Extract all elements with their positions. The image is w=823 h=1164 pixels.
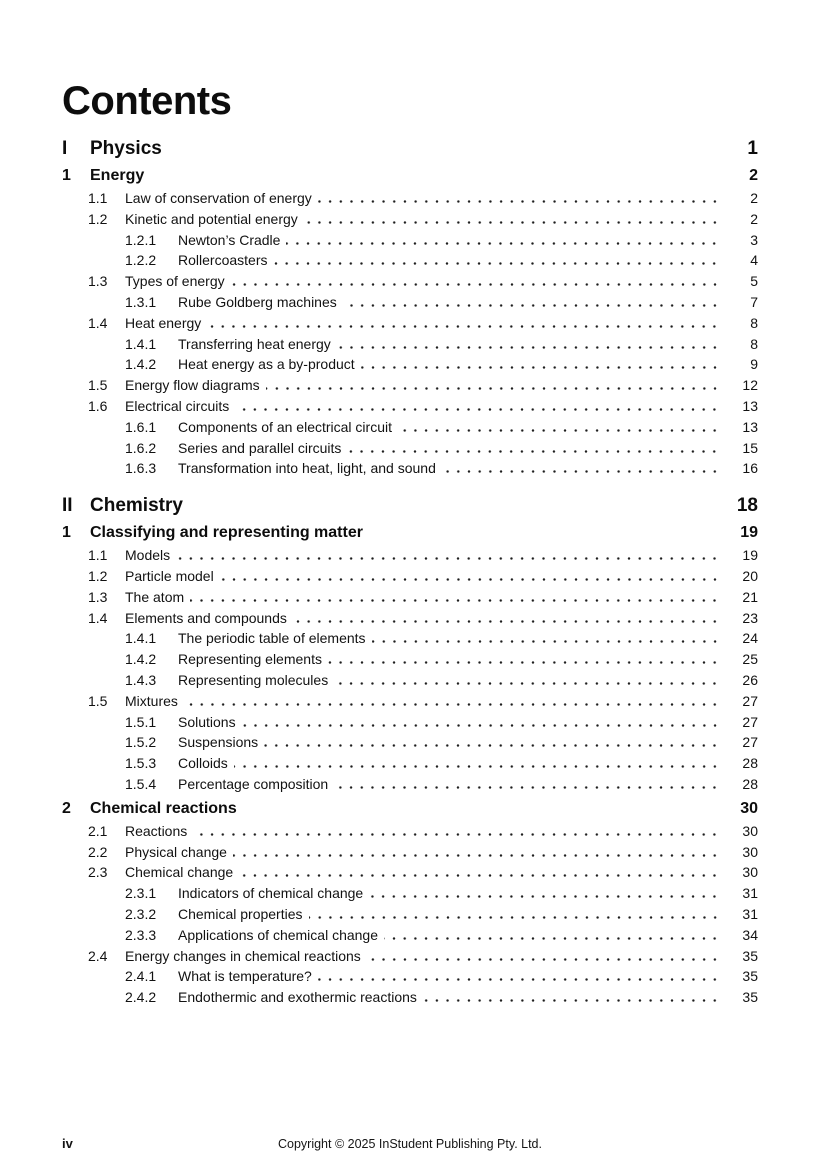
toc-entry bbox=[62, 492, 758, 519]
toc-entry-number: 1.5.2 bbox=[125, 734, 157, 751]
page-content bbox=[0, 80, 823, 1008]
toc-entry-number: 1.4.3 bbox=[125, 671, 157, 688]
toc-entry bbox=[125, 966, 758, 987]
toc-entry-number: 2.3 bbox=[88, 864, 108, 881]
toc-entry-page: 30 bbox=[742, 864, 758, 881]
dot-leader bbox=[337, 346, 720, 349]
toc-entry bbox=[62, 797, 758, 821]
toc-entry bbox=[62, 135, 758, 162]
toc-entry-page: 34 bbox=[742, 926, 758, 943]
toc-entry bbox=[88, 313, 758, 334]
toc-entry-page: 23 bbox=[742, 609, 758, 626]
dot-leader bbox=[328, 661, 720, 664]
toc-entry bbox=[88, 396, 758, 417]
dot-leader bbox=[242, 724, 720, 727]
toc-entry-page: 35 bbox=[742, 947, 758, 964]
dot-leader bbox=[234, 765, 720, 768]
toc-entry bbox=[125, 732, 758, 753]
toc-entry bbox=[125, 925, 758, 946]
dot-leader bbox=[367, 958, 720, 961]
toc-entry-number: 1.2 bbox=[88, 210, 108, 227]
toc-entry-number: 1.4 bbox=[88, 314, 108, 331]
toc-entry-label: Components of an electrical circuit bbox=[178, 418, 392, 435]
table-of-contents bbox=[62, 135, 758, 1008]
toc-entry-number: 1.2 bbox=[88, 567, 108, 584]
toc-entry-label: Series and parallel circuits bbox=[178, 439, 342, 456]
dot-leader bbox=[309, 916, 721, 919]
dot-leader bbox=[318, 978, 720, 981]
toc-entry-label: Chemistry bbox=[90, 495, 183, 517]
toc-entry-label: The periodic table of elements bbox=[178, 630, 366, 647]
toc-entry bbox=[88, 375, 758, 396]
dot-leader bbox=[343, 304, 720, 307]
toc-entry-number: 1.5 bbox=[88, 377, 108, 394]
toc-entry-number: II bbox=[62, 495, 73, 517]
toc-entry-label: Energy changes in chemical reactions bbox=[125, 947, 361, 964]
toc-entry-number: 2.3.1 bbox=[125, 885, 157, 902]
toc-entry-page: 19 bbox=[742, 547, 758, 564]
toc-entry bbox=[88, 691, 758, 712]
toc-entry-number: 1.6.2 bbox=[125, 439, 157, 456]
page-footer bbox=[62, 1136, 758, 1156]
toc-entry-page: 8 bbox=[750, 314, 758, 331]
toc-entry-page: 31 bbox=[742, 885, 758, 902]
toc-entry-label: Energy bbox=[90, 167, 145, 184]
toc-entry-label: Representing molecules bbox=[178, 671, 329, 688]
toc-entry bbox=[88, 842, 758, 863]
toc-entry-page: 3 bbox=[750, 231, 758, 248]
dot-leader bbox=[176, 557, 720, 560]
toc-entry bbox=[88, 862, 758, 883]
toc-entry-page: 4 bbox=[750, 252, 758, 269]
toc-entry-label: Models bbox=[125, 547, 171, 564]
toc-entry-label: Chemical properties bbox=[178, 905, 303, 922]
toc-entry-number: 1.5.4 bbox=[125, 775, 157, 792]
toc-entry-label: Colloids bbox=[178, 755, 228, 772]
toc-entry bbox=[88, 566, 758, 587]
toc-entry-number: 1.2.2 bbox=[125, 252, 157, 269]
dot-leader bbox=[233, 854, 720, 857]
toc-entry-label: Rube Goldberg machines bbox=[178, 293, 337, 310]
toc-entry bbox=[125, 334, 758, 355]
toc-entry-number: 2.4.1 bbox=[125, 968, 157, 985]
toc-entry-label: Heat energy bbox=[125, 314, 202, 331]
toc-entry-number: 1.5 bbox=[88, 692, 108, 709]
toc-entry-number: 1.1 bbox=[88, 190, 108, 206]
dot-leader bbox=[231, 283, 720, 286]
toc-entry bbox=[125, 904, 758, 925]
toc-entry bbox=[88, 821, 758, 842]
toc-entry-page: 30 bbox=[742, 843, 758, 860]
toc-entry-label: Kinetic and potential energy bbox=[125, 210, 298, 227]
toc-entry bbox=[88, 271, 758, 292]
toc-entry-number: 1.2.1 bbox=[125, 231, 157, 248]
toc-entry-page: 7 bbox=[750, 293, 758, 310]
toc-entry-page: 16 bbox=[742, 460, 758, 477]
toc-entry bbox=[88, 608, 758, 629]
toc-entry bbox=[125, 774, 758, 795]
toc-entry-number: 2.3.3 bbox=[125, 926, 157, 943]
dot-leader bbox=[220, 578, 720, 581]
toc-entry-label: Representing elements bbox=[178, 651, 322, 668]
toc-entry-number: 1.1 bbox=[88, 547, 108, 564]
toc-entry-number: 1.3 bbox=[88, 588, 108, 605]
dot-leader bbox=[266, 387, 720, 390]
toc-entry-page: 28 bbox=[742, 775, 758, 792]
toc-entry-number: 1.6.1 bbox=[125, 418, 157, 435]
dot-leader bbox=[334, 682, 720, 685]
toc-entry-number: I bbox=[62, 138, 68, 159]
toc-entry-page: 21 bbox=[742, 588, 758, 605]
toc-entry-label: Electrical circuits bbox=[125, 397, 230, 414]
toc-entry-page: 27 bbox=[742, 713, 758, 730]
toc-entry-number: 1.5.1 bbox=[125, 713, 157, 730]
toc-entry-number: 2.3.2 bbox=[125, 905, 157, 922]
dot-leader bbox=[369, 895, 720, 898]
toc-entry-label: Transferring heat energy bbox=[178, 335, 331, 352]
dot-leader bbox=[235, 408, 720, 411]
toc-entry-page: 30 bbox=[742, 822, 758, 839]
toc-entry-number: 1.3.1 bbox=[125, 293, 157, 310]
toc-entry-number: 1.6 bbox=[88, 397, 108, 414]
toc-entry-page: 20 bbox=[742, 567, 758, 584]
toc-entry-label: Chemical reactions bbox=[90, 799, 237, 817]
toc-entry-label: Solutions bbox=[178, 713, 236, 730]
toc-entry-label: The atom bbox=[125, 588, 185, 605]
toc-entry-number: 1.6.3 bbox=[125, 460, 157, 477]
dot-leader bbox=[286, 242, 720, 245]
toc-entry-page: 27 bbox=[742, 692, 758, 709]
toc-entry-number: 1 bbox=[62, 167, 71, 184]
dot-leader bbox=[184, 703, 720, 706]
toc-entry-number: 2.2 bbox=[88, 843, 108, 860]
toc-entry-page: 35 bbox=[742, 989, 758, 1006]
dot-leader bbox=[193, 833, 720, 836]
toc-entry-number: 1.4.1 bbox=[125, 630, 157, 647]
page-title: Contents bbox=[62, 79, 232, 123]
toc-entry-label: Elements and compounds bbox=[125, 609, 287, 626]
toc-entry bbox=[88, 946, 758, 967]
dot-leader bbox=[304, 221, 720, 224]
toc-entry-label: Classifying and representing matter bbox=[90, 524, 363, 542]
toc-entry-page: 13 bbox=[742, 418, 758, 435]
dot-leader bbox=[423, 999, 720, 1002]
toc-entry-page: 18 bbox=[736, 495, 758, 517]
toc-entry bbox=[88, 587, 758, 608]
dot-leader bbox=[318, 200, 720, 203]
dot-leader bbox=[264, 744, 720, 747]
toc-entry-label: Newton’s Cradle bbox=[178, 231, 281, 248]
toc-entry-number: 1 bbox=[62, 524, 71, 542]
toc-entry-label: Physical change bbox=[125, 843, 227, 860]
toc-entry bbox=[88, 545, 758, 566]
dot-leader bbox=[239, 874, 720, 877]
toc-entry-page: 1 bbox=[747, 138, 758, 159]
toc-entry bbox=[125, 628, 758, 649]
toc-entry-page: 28 bbox=[742, 755, 758, 772]
toc-entry-page: 13 bbox=[742, 397, 758, 414]
dot-leader bbox=[384, 937, 720, 940]
toc-entry-number: 1.4 bbox=[88, 609, 108, 626]
toc-entry-label: Heat energy as a by-product bbox=[178, 356, 355, 373]
toc-entry bbox=[125, 712, 758, 733]
toc-entry bbox=[125, 230, 758, 251]
toc-entry-page: 2 bbox=[750, 190, 758, 206]
page-number-label: iv bbox=[62, 1136, 73, 1151]
dot-leader bbox=[372, 640, 720, 643]
toc-entry bbox=[125, 987, 758, 1008]
toc-entry bbox=[125, 883, 758, 904]
toc-entry-number: 1.5.3 bbox=[125, 755, 157, 772]
toc-entry-page: 2 bbox=[749, 167, 758, 184]
toc-entry-label: Law of conservation of energy bbox=[125, 190, 312, 206]
toc-entry bbox=[125, 292, 758, 313]
toc-entry bbox=[125, 417, 758, 438]
toc-entry-label: Particle model bbox=[125, 567, 214, 584]
toc-entry-page: 31 bbox=[742, 905, 758, 922]
toc-entry-page: 9 bbox=[750, 356, 758, 373]
toc-entry-label: What is temperature? bbox=[178, 968, 312, 985]
toc-entry-number: 1.4.2 bbox=[125, 356, 157, 373]
toc-entry-page: 24 bbox=[742, 630, 758, 647]
toc-entry-label: Percentage composition bbox=[178, 775, 329, 792]
toc-entry-page: 30 bbox=[740, 799, 758, 817]
copyright-text: Copyright © 2025 InStudent Publishing Pty. Ltd. bbox=[277, 1137, 542, 1151]
toc-entry bbox=[125, 354, 758, 375]
toc-entry-label: Physics bbox=[90, 138, 162, 159]
dot-leader bbox=[207, 325, 720, 328]
toc-entry-page: 5 bbox=[750, 273, 758, 290]
toc-entry-label: Reactions bbox=[125, 822, 188, 839]
toc-entry-number: 1.4.2 bbox=[125, 651, 157, 668]
toc-entry-label: Types of energy bbox=[125, 273, 225, 290]
toc-entry bbox=[88, 209, 758, 230]
dot-leader bbox=[273, 262, 720, 265]
dot-leader bbox=[347, 450, 720, 453]
toc-entry bbox=[125, 458, 758, 479]
toc-entry bbox=[125, 649, 758, 670]
toc-entry-page: 12 bbox=[742, 377, 758, 394]
toc-entry-label: Chemical change bbox=[125, 864, 234, 881]
toc-entry-page: 35 bbox=[742, 968, 758, 985]
toc-entry bbox=[125, 670, 758, 691]
toc-entry-page: 19 bbox=[740, 524, 758, 542]
toc-entry bbox=[62, 164, 758, 188]
toc-entry-page: 2 bbox=[750, 210, 758, 227]
toc-entry-page: 27 bbox=[742, 734, 758, 751]
toc-entry bbox=[125, 250, 758, 271]
toc-entry bbox=[125, 438, 758, 459]
toc-entry-page: 25 bbox=[742, 651, 758, 668]
toc-entry-number: 2.4.2 bbox=[125, 989, 157, 1006]
toc-entry-label: Suspensions bbox=[178, 734, 259, 751]
toc-entry-number: 1.4.1 bbox=[125, 335, 157, 352]
dot-leader bbox=[442, 470, 720, 473]
toc-entry-label: Rollercoasters bbox=[178, 252, 268, 269]
dot-leader bbox=[334, 786, 720, 789]
toc-entry-label: Transformation into heat, light, and sound bbox=[178, 460, 436, 477]
dot-leader bbox=[361, 366, 720, 369]
toc-entry-number: 2 bbox=[62, 799, 71, 817]
dot-leader bbox=[398, 429, 720, 432]
toc-entry-number: 1.3 bbox=[88, 273, 108, 290]
toc-entry-label: Endothermic and exothermic reactions bbox=[178, 989, 417, 1006]
toc-entry-page: 26 bbox=[742, 671, 758, 688]
toc-entry-label: Energy flow diagrams bbox=[125, 377, 260, 394]
toc-entry-number: 2.4 bbox=[88, 947, 108, 964]
dot-leader bbox=[293, 620, 720, 623]
toc-entry bbox=[125, 753, 758, 774]
toc-entry-label: Mixtures bbox=[125, 692, 178, 709]
dot-leader bbox=[190, 599, 720, 602]
toc-entry-page: 15 bbox=[742, 439, 758, 456]
toc-entry-label: Applications of chemical change bbox=[178, 926, 379, 943]
toc-entry bbox=[88, 188, 758, 209]
toc-entry-number: 2.1 bbox=[88, 822, 108, 839]
toc-entry bbox=[62, 521, 758, 545]
toc-entry-label: Indicators of chemical change bbox=[178, 885, 364, 902]
toc-entry-page: 8 bbox=[750, 335, 758, 352]
